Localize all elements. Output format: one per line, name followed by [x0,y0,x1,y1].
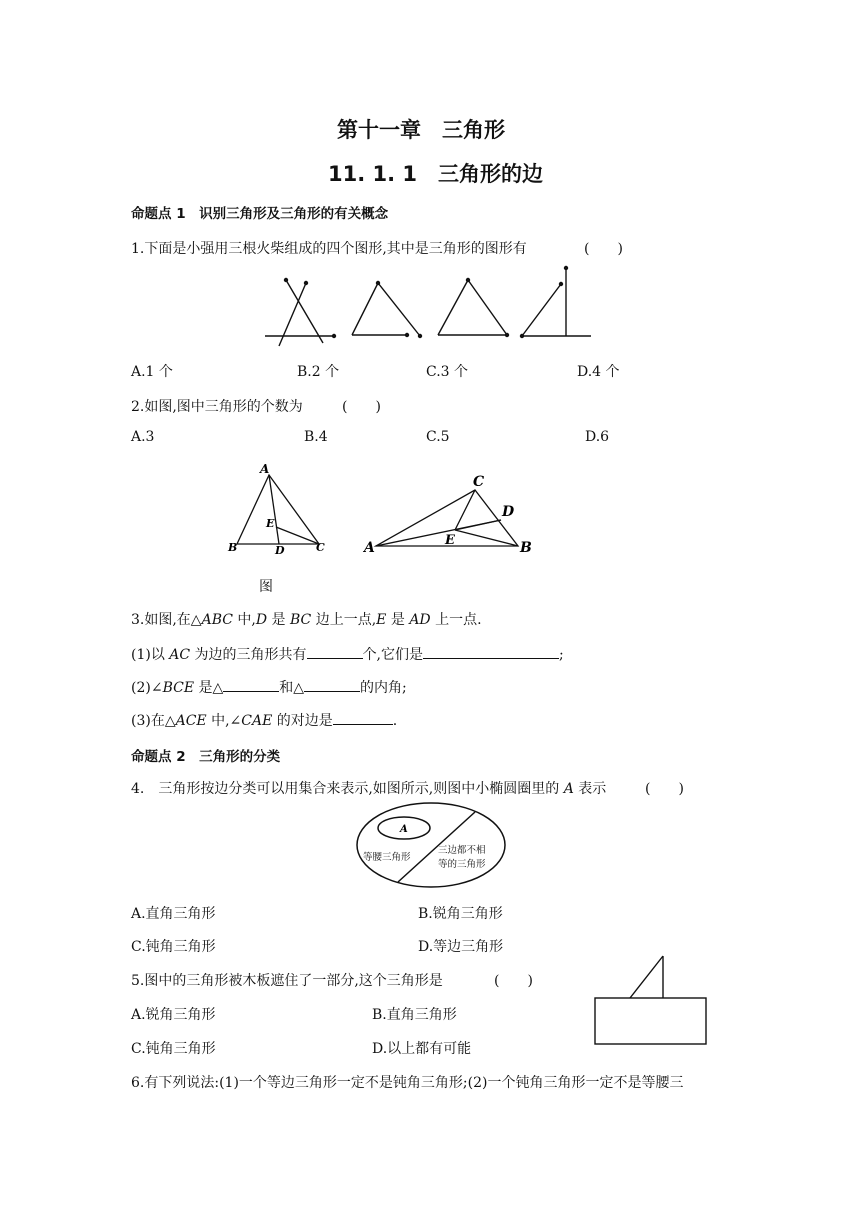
fig2-label-a: A [364,540,375,556]
question-3-part-2: (2)∠BCE 是△ 和△ 的内角; [131,677,407,697]
question-6-stem: 6.有下列说法:(1)一个等边三角形一定不是钝角三角形;(2)一个钝角三角形一定不是等腰三 [131,1075,684,1091]
q2-option-c: C.5 [426,429,450,445]
set-label-scalene-2: 等的三角形 [438,859,486,870]
question-1-answer-paren: ( ) [584,241,623,257]
question-4-answer-paren: ( ) [645,781,684,797]
fig2-label-e: E [445,533,455,548]
fig2-label-c: C [473,474,485,490]
set-label-a: A [400,824,408,835]
question-3-part-1: (1)以 AC 为边的三角形共有 个,它们是 ; [131,644,564,664]
question-3-part-3: (3)在△ACE 中,∠CAE 的对边是 . [131,710,397,730]
topic-heading-2: 命题点 2 三角形的分类 [131,749,281,765]
q5-option-a: A.锐角三角形 [131,1007,216,1023]
chapter-title: 第十一章 三角形 [337,118,505,142]
fig1-label-a: A [260,462,270,476]
q1-option-c: C.3 个 [426,364,469,380]
question-4-stem: 4. 三角形按边分类可以用集合来表示,如图所示,则图中小椭圆圈里的 A 表示 [131,781,607,797]
set-label-scalene-1: 三边都不相 [438,845,486,856]
set-label-isosceles: 等腰三角形 [363,852,411,863]
q2-option-a: A.3 [131,429,155,445]
fig1-label-b: B [228,541,238,554]
q4-option-a: A.直角三角形 [131,906,216,922]
q4-option-b: B.锐角三角形 [418,906,503,922]
question-1-stem: 1.下面是小强用三根火柴组成的四个图形,其中是三角形的图形有 [131,241,527,257]
q1-option-b: B.2 个 [297,364,340,380]
topic-heading-1: 命题点 1 识别三角形及三角形的有关概念 [131,206,389,222]
q5-option-d: D.以上都有可能 [372,1041,472,1057]
q2-option-d: D.6 [585,429,610,445]
section-title: 11. 1. 1 三角形的边 [328,162,544,186]
figure-caption: 图 [259,579,273,595]
fig1-label-e: E [266,517,275,530]
fig2-label-b: B [520,540,532,556]
fig2-label-d: D [502,504,515,520]
question-5-answer-paren: ( ) [494,973,533,989]
q5-option-b: B.直角三角形 [372,1007,457,1023]
q4-option-d: D.等边三角形 [418,939,504,955]
q1-option-d: D.4 个 [577,364,620,380]
q4-option-c: C.钝角三角形 [131,939,216,955]
question-3-stem: 3.如图,在△ABC 中,D 是 BC 边上一点,E 是 AD 上一点. [131,612,482,628]
q2-option-b: B.4 [304,429,328,445]
fig1-label-d: D [275,544,285,557]
question-2-answer-paren: ( ) [342,399,381,415]
q1-option-a: A.1 个 [131,364,173,380]
question-2-stem: 2.如图,图中三角形的个数为 [131,399,303,415]
fig1-label-c: C [316,541,325,554]
question-5-stem: 5.图中的三角形被木板遮住了一部分,这个三角形是 [131,973,443,989]
q5-option-c: C.钝角三角形 [131,1041,216,1057]
